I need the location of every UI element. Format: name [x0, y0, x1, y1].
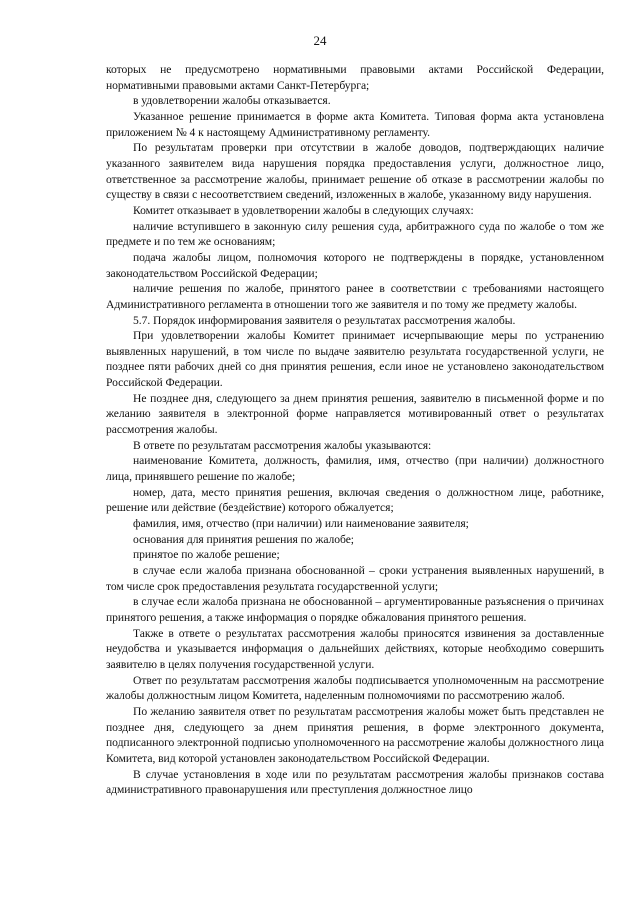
paragraph: в случае если жалоба признана обоснованной – сроки устранения выявленных нарушений, в том числе срок предоставления результата государственной услуги; — [106, 564, 604, 593]
paragraph: В ответе по результатам рассмотрения жалобы указываются: — [133, 438, 432, 452]
paragraph: номер, дата, место принятия решения, включая сведения о должностном лице, работнике, решение или действие (бездействие) которого обжалуется; — [106, 485, 604, 515]
paragraph: Комитет отказывает в удовлетворении жалобы в следующих случаях: — [133, 203, 474, 217]
paragraph: основания для принятия решения по жалобе; — [133, 532, 354, 546]
paragraph: в случае если жалоба признана не обоснованной – аргументированные разъяснения о причинах принятого решения, а также информация о порядке обжалования принятого решения. — [106, 595, 604, 624]
paragraph: По результатам проверки при отсутствии в жалобе доводов, подтверждающих наличие указанного заявителем вида нарушения порядка предоставления услуги, должностное лицо, ответственное за рассмотрение жалобы, принимает решение об отказе в рассмотрении жалобы по существу в связи с несоответствием сведений, изложенных в жалобе, указанному виду нарушения. — [106, 141, 604, 202]
paragraph: принятое по жалобе решение; — [133, 548, 280, 562]
paragraph: подача жалобы лицом, полномочия которого не подтверждены в порядке, установленном законодательством Российской Федерации; — [106, 250, 604, 280]
paragraph: наличие решения по жалобе, принятого ранее в соответствии с требованиями настоящего Административного регламента в отношении того же заявителя и по тому же предмету жалобы. — [106, 282, 604, 311]
paragraph: наличие вступившего в законную силу решения суда, арбитражного суда по жалобе о том же предмете и по тем же основаниям; — [106, 219, 604, 249]
paragraph: 5.7. Порядок информирования заявителя о результатах рассмотрения жалобы. — [133, 313, 516, 327]
paragraph: Указанное решение принимается в форме акта Комитета. Типовая форма акта установлена приложением № 4 к настоящему Административному регламенту. — [106, 109, 604, 139]
paragraph: Ответ по результатам рассмотрения жалобы подписывается уполномоченным на рассмотрение жалобы должностным лицом Комитета, наделенным полномочиями по рассмотрению жалоб. — [106, 673, 604, 703]
page-number: 24 — [313, 33, 327, 48]
paragraph: в удовлетворении жалобы отказывается. — [133, 94, 331, 108]
paragraph: При удовлетворении жалобы Комитет принимает исчерпывающие меры по устранению выявленных нарушений, в том числе по выдаче заявителю результата государственной услуги, не позднее пяти рабочих дней со дня принятия решения, если иное не установлено законодательством Российской Федерации. — [106, 329, 604, 390]
document-body — [106, 62, 604, 798]
paragraph: фамилия, имя, отчество (при наличии) или наименование заявителя; — [133, 517, 469, 531]
paragraph: Также в ответе о результатах рассмотрения жалобы приносятся извинения за доставленные неудобства и указывается информация о дальнейших действиях, которые необходимо совершить заявителю в целях получения государственной услуги. — [106, 626, 604, 671]
paragraph: которых не предусмотрено нормативными правовыми актами Российской Федерации, нормативными правовыми актами Санкт-Петербурга; — [106, 63, 604, 92]
paragraph: наименование Комитета, должность, фамилия, имя, отчество (при наличии) должностного лица, принявшего решение по жалобе; — [106, 454, 604, 484]
paragraph: В случае установления в ходе или по результатам рассмотрения жалобы признаков состава административного правонарушения или преступления должностное лицо — [106, 767, 604, 797]
paragraph: По желанию заявителя ответ по результатам рассмотрения жалобы может быть представлен не позднее дня, следующего за днем принятия решения, в форме электронного документа, подписанного электронной подписью уполномоченного на рассмотрение жалобы должностного лица Комитета, вид которой установлен законодательством Российской Федерации. — [106, 704, 604, 765]
paragraph: Не позднее дня, следующего за днем принятия решения, заявителю в письменной форме и по желанию заявителя в электронной форме направляется мотивированный ответ о результатах рассмотрения жалобы. — [106, 391, 604, 437]
